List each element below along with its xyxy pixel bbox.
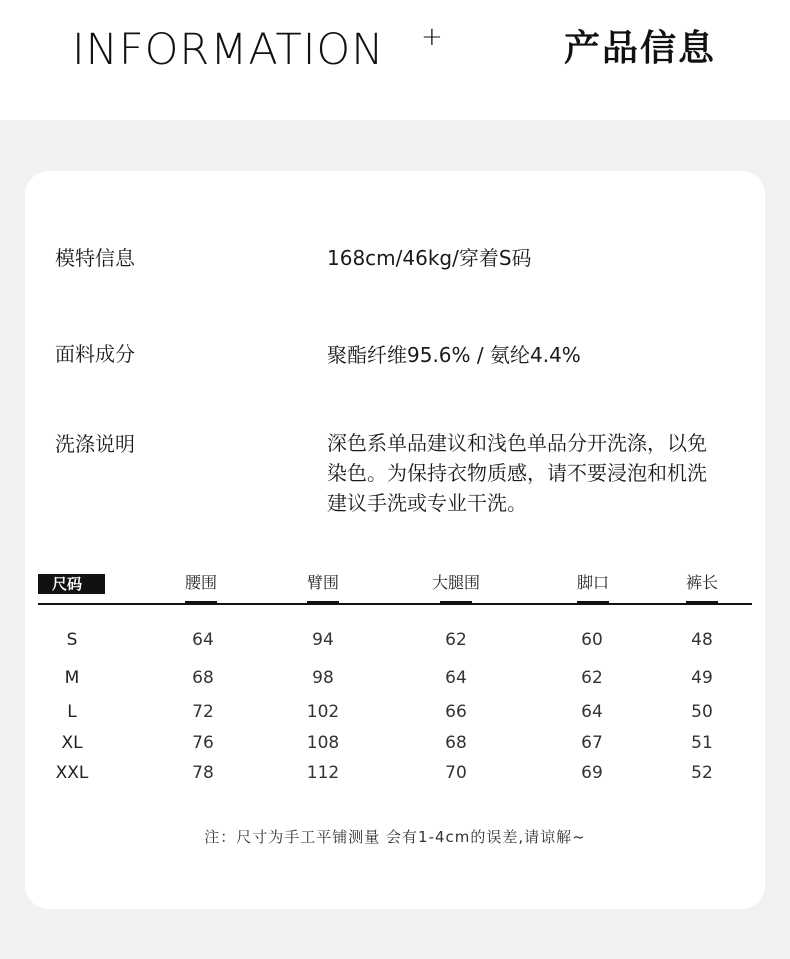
table-cell: 76 — [192, 733, 214, 753]
table-cell: 78 — [192, 763, 214, 783]
table-cell: 72 — [192, 702, 214, 722]
model-info-value: 168cm/46kg/穿着S码 — [327, 246, 532, 270]
table-cell: 102 — [306, 702, 340, 722]
table-cell: 98 — [312, 668, 334, 688]
table-cell: 68 — [192, 668, 214, 688]
table-cell: 68 — [445, 733, 467, 753]
fabric-label: 面料成分 — [55, 342, 135, 366]
column-header-hem: 脚口 — [576, 573, 609, 592]
table-cell: 62 — [445, 630, 467, 650]
size-column-header: 尺码 — [38, 574, 105, 594]
table-cell: 48 — [691, 630, 713, 650]
info-card — [25, 171, 765, 909]
table-cell: 66 — [445, 702, 467, 722]
column-header-arm: 臂围 — [306, 573, 339, 592]
fabric-value: 聚酯纤维95.6% / 氨纶4.4% — [327, 343, 581, 367]
washing-line: 深色系单品建议和浅色单品分开洗涤，以免 — [327, 431, 707, 455]
column-header-thigh: 大腿围 — [431, 573, 480, 592]
column-header-length: 裤长 — [685, 573, 718, 592]
table-cell: 52 — [691, 763, 713, 783]
table-cell: 49 — [691, 668, 713, 688]
table-cell: 64 — [581, 702, 603, 722]
table-cell: 64 — [445, 668, 467, 688]
washing-label: 洗涤说明 — [55, 432, 135, 456]
measurement-note: 注：尺寸为手工平铺测量 会有1-4cm的误差,请谅解~ — [204, 828, 586, 846]
size-cell: S — [66, 630, 78, 650]
size-cell: XXL — [55, 763, 89, 783]
size-cell: L — [67, 702, 77, 722]
table-cell: 64 — [192, 630, 214, 650]
size-cell: M — [64, 668, 80, 688]
table-cell: 112 — [306, 763, 340, 783]
table-cell: 69 — [581, 763, 603, 783]
washing-value — [327, 428, 752, 518]
table-cell: 62 — [581, 668, 603, 688]
plus-icon: + — [421, 22, 443, 52]
title-english: INFORMATION — [72, 25, 385, 75]
table-cell: 94 — [312, 630, 334, 650]
table-cell: 60 — [581, 630, 603, 650]
table-cell: 50 — [691, 702, 713, 722]
table-cell: 108 — [306, 733, 340, 753]
model-info-label: 模特信息 — [55, 246, 135, 270]
header — [0, 0, 790, 120]
table-cell: 67 — [581, 733, 603, 753]
washing-line: 建议手洗或专业干洗。 — [327, 491, 527, 515]
table-header-divider — [38, 603, 752, 605]
table-cell: 70 — [445, 763, 467, 783]
washing-line: 染色。为保持衣物质感，请不要浸泡和机洗 — [327, 461, 707, 485]
size-cell: XL — [61, 733, 83, 753]
table-cell: 51 — [691, 733, 713, 753]
title-chinese: 产品信息 — [564, 28, 717, 69]
column-header-waist: 腰围 — [184, 573, 217, 592]
